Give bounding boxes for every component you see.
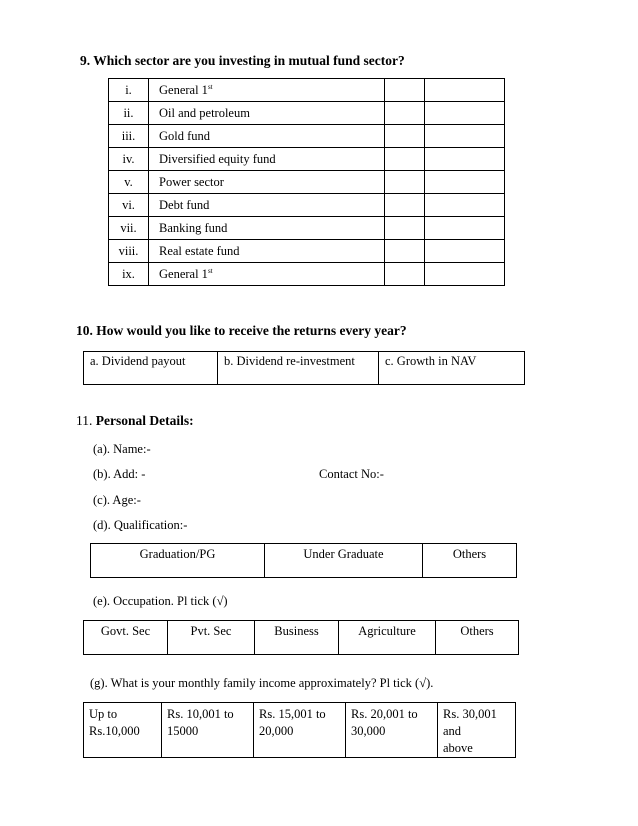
sector-row-label-text: Diversified equity fund <box>159 151 276 166</box>
sector-row-label-text: Gold fund <box>159 128 211 143</box>
sector-row <box>109 194 505 217</box>
age-field-label: (c). Age:- <box>93 493 141 507</box>
sector-row-label-superscript: st <box>207 82 213 91</box>
sector-row-tick-cell[interactable] <box>385 171 425 194</box>
sector-row <box>109 263 505 286</box>
qualification-option-others[interactable]: Others <box>423 544 517 578</box>
qualification-label: (d). Qualification:- <box>93 518 188 532</box>
returns-option-growth-nav[interactable]: c. Growth in NAV <box>379 352 525 385</box>
sector-row-rank-cell[interactable] <box>425 263 505 286</box>
sector-row-tick-cell[interactable] <box>385 102 425 125</box>
sector-row-label <box>149 125 385 148</box>
income-option-30001-above[interactable]: Rs. 30,001 and above <box>438 703 516 758</box>
sector-table <box>108 78 505 286</box>
sector-row-number: iv. <box>109 148 149 171</box>
sector-row <box>109 79 505 102</box>
sector-row-label <box>149 102 385 125</box>
q10-title: 10. How would you like to receive the returns every year? <box>76 323 407 338</box>
sector-row-tick-cell[interactable] <box>385 148 425 171</box>
sector-row-label-text: Real estate fund <box>159 243 240 258</box>
sector-row-label <box>149 171 385 194</box>
sector-row-tick-cell[interactable] <box>385 194 425 217</box>
sector-row-number: i. <box>109 79 149 102</box>
sector-row-tick-cell[interactable] <box>385 217 425 240</box>
sector-row <box>109 240 505 263</box>
returns-option-dividend-payout[interactable]: a. Dividend payout <box>84 352 218 385</box>
sector-row-number: viii. <box>109 240 149 263</box>
income-option-10001-15000[interactable]: Rs. 10,001 to 15000 <box>162 703 254 758</box>
sector-row-label <box>149 263 385 286</box>
sector-row-rank-cell[interactable] <box>425 148 505 171</box>
sector-row-label <box>149 217 385 240</box>
q11-label: Personal Details: <box>95 413 194 428</box>
income-label: (g). What is your monthly family income approximately? Pl tick (√). <box>90 676 434 690</box>
sector-row-rank-cell[interactable] <box>425 194 505 217</box>
occupation-table <box>83 620 519 655</box>
sector-row-label-text: General 1 <box>159 82 208 97</box>
sector-row-tick-cell[interactable] <box>385 125 425 148</box>
sector-row <box>109 148 505 171</box>
sector-row-number: vi. <box>109 194 149 217</box>
sector-row-tick-cell[interactable] <box>385 240 425 263</box>
sector-row-label-text: Debt fund <box>159 197 210 212</box>
sector-row-label-text: Banking fund <box>159 220 228 235</box>
sector-row-rank-cell[interactable] <box>425 125 505 148</box>
occupation-option-agriculture[interactable]: Agriculture <box>339 621 436 655</box>
sector-row-label-superscript: st <box>207 266 213 275</box>
occupation-option-others[interactable]: Others <box>436 621 519 655</box>
sector-row <box>109 125 505 148</box>
sector-row <box>109 217 505 240</box>
name-field-label: (a). Name:- <box>93 442 151 456</box>
sector-row-label <box>149 148 385 171</box>
sector-row-label-text: Oil and petroleum <box>159 105 250 120</box>
income-option-up-to-10000[interactable]: Up to Rs.10,000 <box>84 703 162 758</box>
occupation-label: (e). Occupation. Pl tick (√) <box>93 594 228 608</box>
occupation-option-business[interactable]: Business <box>255 621 339 655</box>
qualification-table <box>90 543 517 578</box>
occupation-option-pvt[interactable]: Pvt. Sec <box>168 621 255 655</box>
income-option-20001-30000[interactable]: Rs. 20,001 to 30,000 <box>346 703 438 758</box>
sector-row-label-text: Power sector <box>159 174 224 189</box>
sector-row-label <box>149 240 385 263</box>
sector-row-rank-cell[interactable] <box>425 79 505 102</box>
income-table <box>83 702 516 758</box>
sector-row-label <box>149 194 385 217</box>
qualification-option-under-graduate[interactable]: Under Graduate <box>265 544 423 578</box>
sector-row-tick-cell[interactable] <box>385 79 425 102</box>
q11-number: 11. <box>76 413 96 428</box>
sector-row-number: v. <box>109 171 149 194</box>
sector-row-rank-cell[interactable] <box>425 171 505 194</box>
sector-row-number: iii. <box>109 125 149 148</box>
sector-row-rank-cell[interactable] <box>425 217 505 240</box>
returns-option-dividend-reinvestment[interactable]: b. Dividend re-investment <box>218 352 379 385</box>
contact-field-label: Contact No:- <box>319 467 384 481</box>
sector-row-rank-cell[interactable] <box>425 102 505 125</box>
returns-table <box>83 351 525 385</box>
sector-row <box>109 171 505 194</box>
sector-row-number: vii. <box>109 217 149 240</box>
q11-title <box>76 413 194 429</box>
sector-row-label-text: General 1 <box>159 266 208 281</box>
address-field-label: (b). Add: - <box>93 467 146 481</box>
occupation-option-govt[interactable]: Govt. Sec <box>84 621 168 655</box>
sector-row-label <box>149 79 385 102</box>
income-option-15001-20000[interactable]: Rs. 15,001 to 20,000 <box>254 703 346 758</box>
sector-row-number: ii. <box>109 102 149 125</box>
sector-row <box>109 102 505 125</box>
q9-title: 9. Which sector are you investing in mutual fund sector? <box>80 53 405 68</box>
sector-row-number: ix. <box>109 263 149 286</box>
qualification-option-graduation[interactable]: Graduation/PG <box>91 544 265 578</box>
sector-row-rank-cell[interactable] <box>425 240 505 263</box>
sector-row-tick-cell[interactable] <box>385 263 425 286</box>
